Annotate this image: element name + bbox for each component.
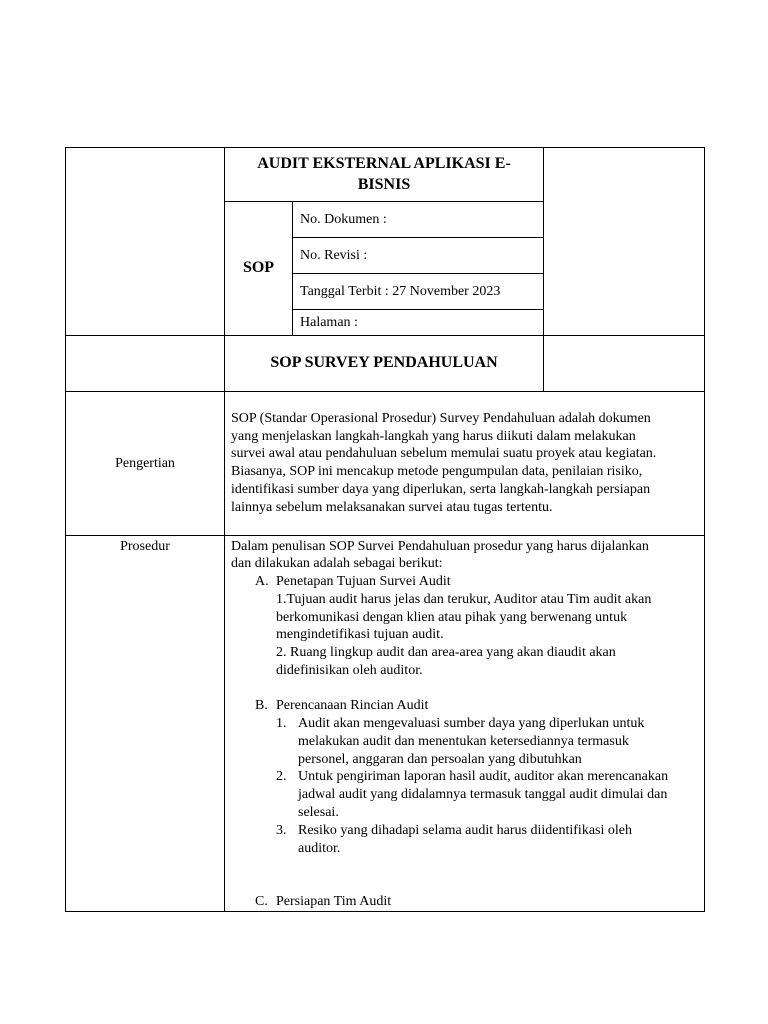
section-c-marker: C. bbox=[255, 894, 268, 909]
sop-field-divider bbox=[292, 201, 293, 336]
field-line-1 bbox=[292, 237, 544, 238]
field-line-3 bbox=[292, 309, 544, 310]
section-b-marker: B. bbox=[255, 698, 268, 713]
prosedur-intro-line: dan dilakukan adalah sebagai berikut: bbox=[231, 556, 443, 571]
table-border-top bbox=[65, 147, 705, 148]
section-b-item-number: 3. bbox=[276, 823, 287, 838]
section-b-title: Perencanaan Rincian Audit bbox=[276, 698, 429, 713]
section-a-line: 1.Tujuan audit harus jelas dan terukur, Auditor atau Tim audit akan bbox=[276, 592, 652, 607]
pengertian-line: Biasanya, SOP ini mencakup metode pengumpulan data, penilaian risiko, bbox=[231, 464, 643, 479]
section-b-item-line: personel, anggaran dan persoalan yang dibutuhkan bbox=[298, 752, 582, 767]
header-right-divider bbox=[543, 147, 544, 391]
pengertian-line: survei awal atau pendahuluan sebelum memulai suatu proyek atau kegiatan. bbox=[231, 446, 657, 461]
pengertian-line: SOP (Standar Operasional Prosedur) Survey Pendahuluan adalah dokumen bbox=[231, 411, 651, 426]
section-c-title: Persiapan Tim Audit bbox=[276, 894, 392, 909]
section-title: SOP SURVEY PENDAHULUAN bbox=[270, 354, 498, 371]
pengertian-line: yang menjelaskan langkah-langkah yang harus diikuti dalam melakukan bbox=[231, 429, 636, 444]
table-border-right bbox=[704, 147, 705, 912]
section-b-item-line: melakukan audit dan menentukan ketersediannya termasuk bbox=[298, 734, 629, 749]
sop-label: SOP bbox=[242, 259, 275, 276]
section-b-item-line: Audit akan mengevaluasi sumber daya yang diperlukan untuk bbox=[298, 716, 645, 731]
section-title-bottom-line bbox=[65, 391, 705, 392]
pengertian-label: Pengertian bbox=[115, 456, 175, 471]
section-a-line: 2. Ruang lingkup audit dan area-area yang akan diaudit akan bbox=[276, 645, 616, 660]
header-bottom-line bbox=[65, 335, 705, 336]
document-title-line2: BISNIS bbox=[357, 176, 411, 193]
section-b-item-line: selesai. bbox=[298, 805, 339, 820]
prosedur-intro-line: Dalam penulisan SOP Survei Pendahuluan prosedur yang harus dijalankan bbox=[231, 539, 649, 554]
section-b-item-line: jadwal audit yang didalamnya termasuk tanggal audit dimulai dan bbox=[298, 787, 668, 802]
halaman-field: Halaman : bbox=[300, 315, 358, 330]
section-a-line: mengindetifikasi tujuan audit. bbox=[276, 627, 444, 642]
no-dokumen-field: No. Dokumen : bbox=[300, 212, 387, 227]
section-b-item-line: Resiko yang dihadapi selama audit harus diidentifikasi oleh bbox=[298, 823, 632, 838]
tanggal-terbit-field: Tanggal Terbit : 27 November 2023 bbox=[300, 284, 501, 299]
section-a-line: didefinisikan oleh auditor. bbox=[276, 663, 423, 678]
table-border-left bbox=[65, 147, 66, 912]
field-line-2 bbox=[292, 273, 544, 274]
prosedur-label: Prosedur bbox=[120, 539, 170, 554]
pengertian-line: lainnya sebelum melaksanakan survei atau tugas tertentu. bbox=[231, 500, 553, 515]
section-b-item-number: 2. bbox=[276, 769, 287, 784]
pengertian-bottom-line bbox=[65, 535, 705, 536]
section-a-title: Penetapan Tujuan Survei Audit bbox=[276, 574, 451, 589]
section-b-item-number: 1. bbox=[276, 716, 287, 731]
no-revisi-field: No. Revisi : bbox=[300, 248, 368, 263]
section-a-line: berkomunikasi dengan klien atau pihak yang berwenang untuk bbox=[276, 610, 628, 625]
section-a-marker: A. bbox=[255, 574, 269, 589]
title-bottom-line bbox=[224, 201, 544, 202]
pengertian-line: identifikasi sumber daya yang diperlukan, serta langkah-langkah persiapan bbox=[231, 482, 651, 497]
document-title-line1: AUDIT EKSTERNAL APLIKASI E- bbox=[257, 155, 511, 172]
table-border-bottom bbox=[65, 911, 705, 912]
section-b-item-line: auditor. bbox=[298, 841, 341, 856]
section-b-item-line: Untuk pengiriman laporan hasil audit, auditor akan merencanakan bbox=[298, 769, 669, 784]
